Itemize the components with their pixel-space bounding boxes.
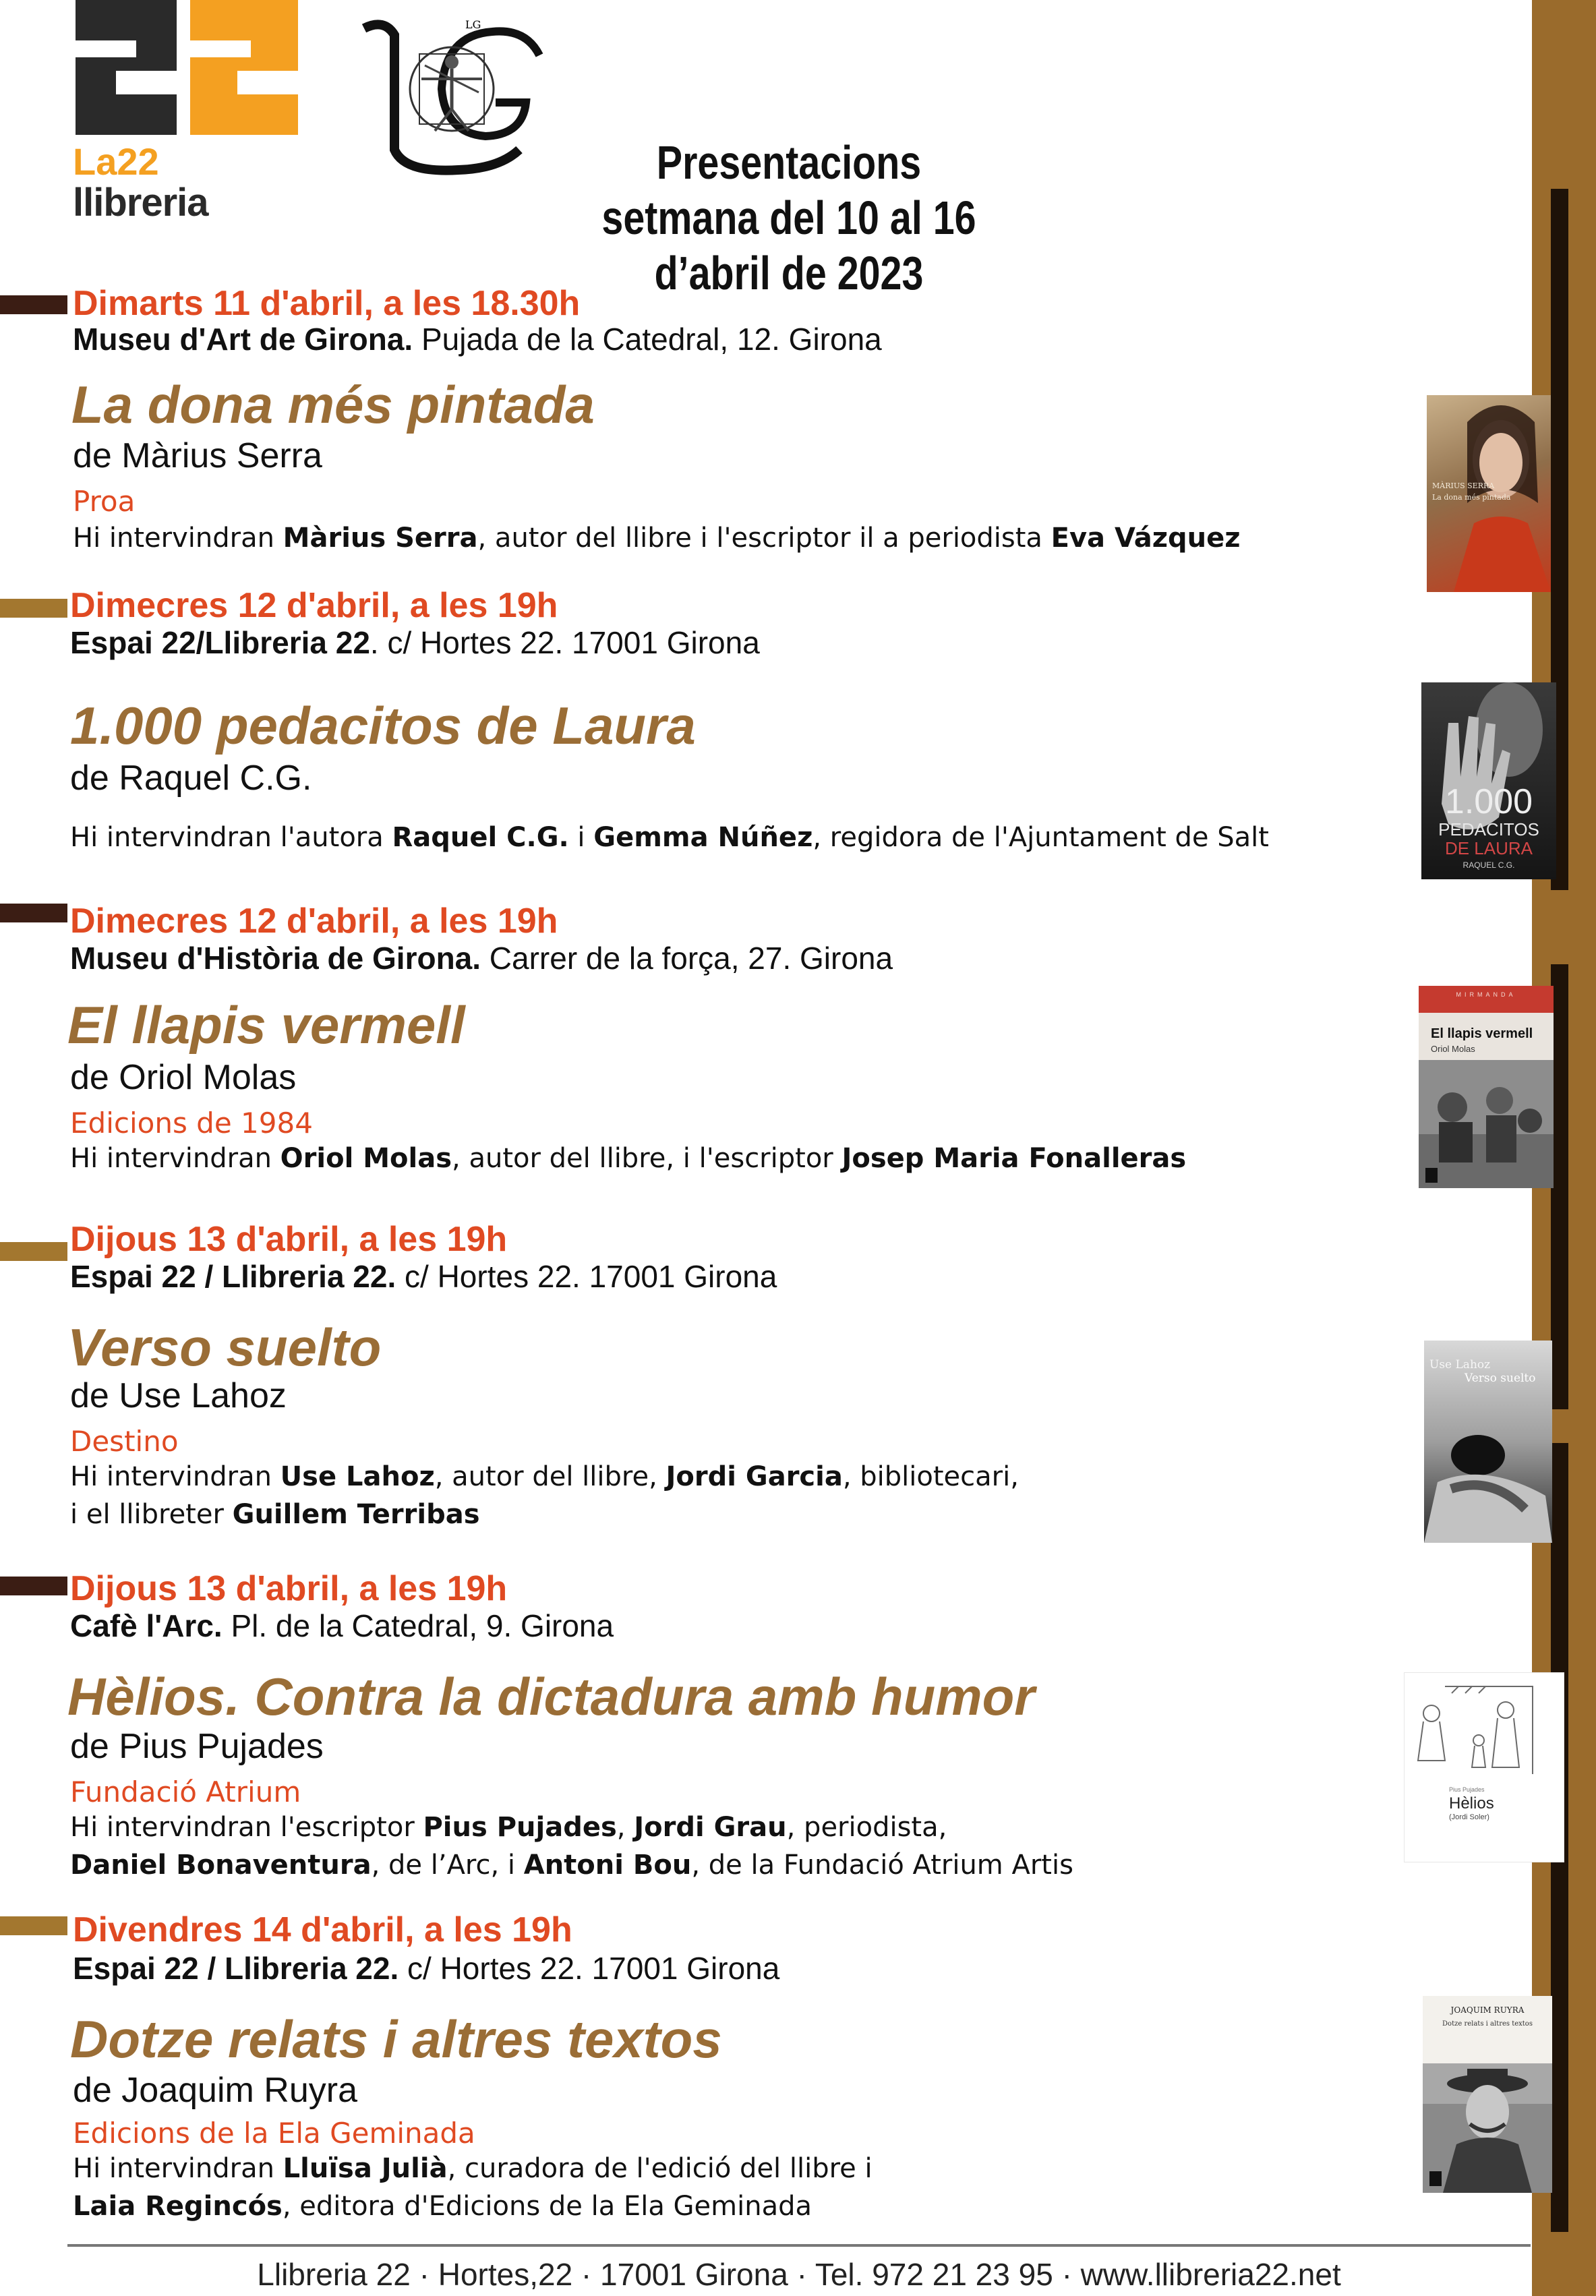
event-marker (0, 599, 67, 618)
cover-title: Hèlios (1449, 1794, 1494, 1813)
book-title: Verso suelto (67, 1318, 382, 1377)
book-author: de Màrius Serra (73, 436, 322, 475)
svg-text:LG: LG (465, 18, 481, 31)
book-title: Dotze relats i altres textos (70, 2009, 722, 2069)
book-cover-la-dona-mes-pintada (1427, 395, 1551, 592)
book-author: de Pius Pujades (70, 1727, 324, 1766)
logo-name: La22 (73, 140, 159, 183)
event-marker (0, 904, 67, 922)
event-description: Hi intervindran Lluïsa Julià, curadora de l'edició del llibre i (73, 2153, 873, 2184)
cover-author: Use Lahoz (1429, 1358, 1491, 1372)
event-marker (0, 295, 67, 314)
cover-line-2: PEDACITOS (1438, 819, 1539, 840)
event-description: Hi intervindran l'escriptor Pius Pujades, Jordi Grau, periodista, (70, 1812, 947, 1843)
event-description-line-2: Laia Regincós, editora d'Edicions de la Ela Geminada (73, 2191, 812, 2222)
event-description: Hi intervindran Use Lahoz, autor del llibre, Jordi Garcia, bibliotecari, (70, 1461, 1019, 1492)
book-title: 1.000 pedacitos de Laura (70, 696, 696, 755)
event-date: Dimarts 11 d'abril, a les 18.30h (73, 284, 581, 323)
book-publisher: Edicions de la Ela Geminada (73, 2117, 475, 2150)
event-date: Divendres 14 d'abril, a les 19h (73, 1910, 572, 1949)
book-author: de Oriol Molas (70, 1058, 297, 1097)
book-title: Hèlios. Contra la dictadura amb humor (67, 1667, 1035, 1726)
logo-subtitle: llibreria (73, 181, 208, 225)
cover-author: Pius Pujades (1449, 1786, 1485, 1793)
cover-author: JOAQUIM RUYRA (1450, 2005, 1525, 2015)
cover-title: Verso suelto (1465, 1372, 1536, 1385)
cover-author: Oriol Molas (1431, 1044, 1475, 1054)
event-venue: Espai 22 / Llibreria 22. c/ Hortes 22. 17001 Girona (73, 1951, 780, 1986)
event-date: Dimecres 12 d'abril, a les 19h (70, 586, 558, 625)
footer-contact: Llibreria 22 · Hortes,22 · 17001 Girona · Tel. 972 21 23 95 · www.llibreria22.net (257, 2257, 1341, 2292)
event-venue: Espai 22/Llibreria 22. c/ Hortes 22. 17001 Girona (70, 625, 760, 660)
book-cover-helios (1404, 1672, 1564, 1862)
cover-series: MIRMANDA (1456, 991, 1516, 998)
book-title: La dona més pintada (71, 375, 595, 434)
cover-title: Dotze relats i altres textos (1442, 2020, 1533, 2028)
cover-subtitle: (Jordi Soler) (1449, 1813, 1489, 1821)
event-marker (0, 1916, 67, 1935)
page-title (562, 135, 1015, 301)
event-description-line-2: i el llibreter Guillem Terribas (70, 1499, 480, 1530)
book-publisher: Destino (70, 1425, 179, 1458)
book-cover-el-llapis-vermell (1419, 986, 1554, 1188)
event-date: Dijous 13 d'abril, a les 19h (70, 1220, 508, 1259)
cover-title: El llapis vermell (1431, 1026, 1533, 1041)
cover-author: MÀRIUS SERRA (1432, 481, 1495, 490)
book-publisher: Proa (73, 485, 136, 518)
footer-divider (67, 2244, 1531, 2247)
event-venue: Cafè l'Arc. Pl. de la Catedral, 9. Girona (70, 1608, 614, 1643)
event-venue: Museu d'Història de Girona. Carrer de la força, 27. Girona (70, 941, 893, 976)
event-date: Dijous 13 d'abril, a les 19h (70, 1569, 508, 1608)
book-author: de Raquel C.G. (70, 759, 312, 798)
event-date: Dimecres 12 d'abril, a les 19h (70, 902, 558, 941)
event-venue: Museu d'Art de Girona. Pujada de la Catedral, 12. Girona (73, 322, 882, 357)
title-line-1: Presentacions (656, 136, 922, 189)
book-author: de Use Lahoz (70, 1376, 287, 1415)
event-description: Hi intervindran Màrius Serra, autor del llibre i l'escriptor il a periodista Eva Vázquez (73, 523, 1241, 554)
book-publisher: Edicions de 1984 (70, 1107, 313, 1140)
event-description: Hi intervindran Oriol Molas, autor del llibre, i l'escriptor Josep Maria Fonalleras (70, 1143, 1187, 1174)
book-author: de Joaquim Ruyra (73, 2071, 357, 2110)
event-description: Hi intervindran l'autora Raquel C.G. i Gemma Núñez, regidora de l'Ajuntament de Salt (70, 822, 1269, 853)
title-line-2: setmana del 10 al 16 d’abril de 2023 (601, 192, 976, 299)
book-cover-verso-suelto (1424, 1341, 1552, 1543)
book-cover-dotze-relats (1423, 1996, 1552, 2193)
cover-line-3: DE LAURA (1444, 838, 1533, 858)
book-title: El llapis vermell (67, 995, 465, 1055)
event-venue: Espai 22 / Llibreria 22. c/ Hortes 22. 17001 Girona (70, 1259, 777, 1294)
book-cover-1000-pedacitos-de-laura (1421, 682, 1556, 879)
cover-big-number: 1.000 (1444, 782, 1533, 821)
cover-author: RAQUEL C.G. (1462, 860, 1515, 870)
cover-title: La dona més pintada (1432, 493, 1511, 502)
event-marker (0, 1577, 67, 1595)
book-publisher: Fundació Atrium (70, 1775, 301, 1808)
lg-emblem-logo (357, 15, 546, 187)
event-description-line-2: Daniel Bonaventura, de l’Arc, i Antoni Bou, de la Fundació Atrium Artis (70, 1850, 1073, 1881)
la22-logo-mark (76, 0, 305, 135)
event-marker (0, 1242, 67, 1261)
